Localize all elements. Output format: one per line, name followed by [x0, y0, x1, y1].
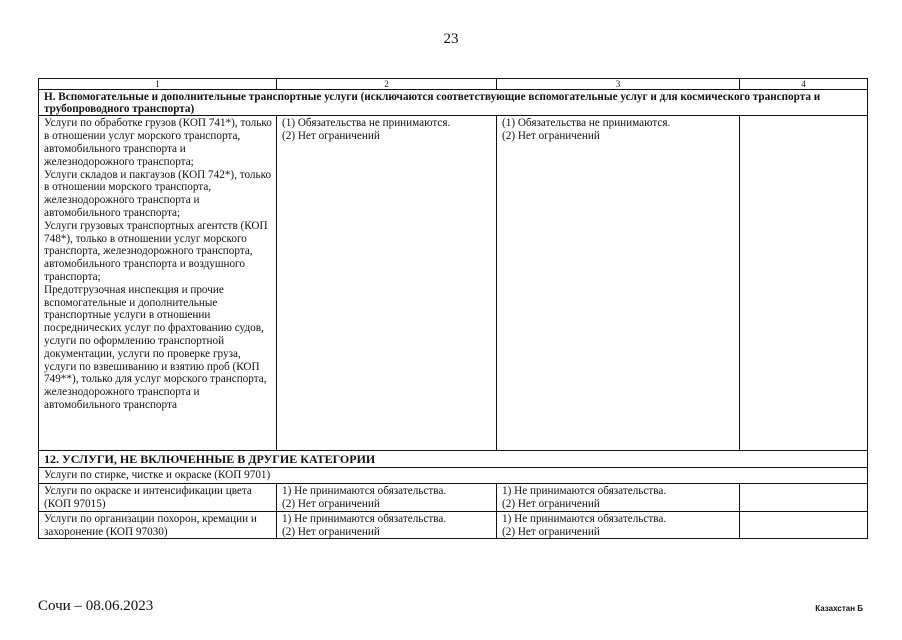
header-col-2: 2 [277, 79, 497, 90]
table-row [39, 116, 868, 451]
section-12-title: 12. УСЛУГИ, НЕ ВКЛЮЧЕННЫЕ В ДРУГИЕ КАТЕГОРИИ [39, 451, 868, 468]
additional-commitments-cell [740, 484, 868, 512]
sector-entry: Услуги складов и пакгаузов (КОП 742*), только в отношении морского транспорта, железнодорожного транспорта и автомобильного транспорта; [44, 168, 272, 219]
page-number: 23 [443, 31, 459, 47]
commitments-table [38, 78, 868, 539]
mode-line: 1) Не принимаются обязательства. [502, 512, 667, 525]
table-row [39, 484, 868, 512]
header-col-4: 4 [740, 79, 868, 90]
subsector-row [39, 468, 868, 484]
sector-cell [39, 116, 277, 451]
mode-line: (1) Обязательства не принимаются. [502, 117, 671, 130]
header-col-3: 3 [497, 79, 740, 90]
market-access-cell [277, 511, 497, 539]
section-h-row [39, 90, 868, 116]
sector-cell: Услуги по окраске и интенсификации цвета (КОП 97015) [39, 484, 277, 512]
national-treatment-cell [497, 511, 740, 539]
sector-cell: Услуги по организации похорон, кремации и захоронение (КОП 97030) [39, 511, 277, 539]
header-row [39, 79, 868, 90]
national-treatment-cell [497, 116, 740, 451]
mode-line: (1) Обязательства не принимаются. [282, 117, 451, 130]
table-row [39, 511, 868, 539]
subsector-title: Услуги по стирке, чистке и окраске (КОП 9701) [39, 468, 868, 484]
market-access-cell [277, 116, 497, 451]
header-col-1: 1 [39, 79, 277, 90]
footer-country-label: Казахстан Б [815, 604, 863, 613]
mode-line: (2) Нет ограничений [282, 525, 380, 538]
sector-entry: Услуги грузовых транспортных агентств (КОП 748*), только в отношении услуг морского транспорта, железнодорожного транспорта, автомобильного транспорта и воздушного транспорта; [44, 219, 268, 283]
market-access-cell [277, 484, 497, 512]
mode-line: (2) Нет ограничений [502, 130, 600, 143]
footer-place-date: Сочи – 08.06.2023 [38, 598, 154, 614]
section-h-title: H. Вспомогательные и дополнительные транспортные услуги (исключаются соответствующие вспомогательные услуг и для космического транспорта и трубопроводного транспорта) [39, 90, 868, 116]
mode-line: (2) Нет ограничений [502, 498, 600, 510]
mode-line: 1) Не принимаются обязательства. [282, 512, 447, 525]
mode-line: (2) Нет ограничений [282, 498, 380, 510]
mode-line: (2) Нет ограничений [502, 525, 600, 538]
national-treatment-cell [497, 484, 740, 512]
section-12-row [39, 451, 868, 468]
additional-commitments-cell [740, 116, 868, 451]
mode-line: 1) Не принимаются обязательства. [502, 485, 667, 498]
additional-commitments-cell [740, 511, 868, 539]
sector-entry: Услуги по обработке грузов (КОП 741*), только в отношении услуг морского транспорта, автомобильного транспорта и железнодорожного транспорта; [44, 117, 272, 168]
sector-entry: Предотгрузочная инспекция и прочие вспомогательные и дополнительные транспортные услуги в отношении посреднических услуг по фрахтованию судов, услуги по оформлению транспортной документации, услуги по проверке груза, услуги по взвешиванию и взятию проб (КОП 749**), только для услуг морского транспорта, железнодорожного транспорта и автомобильного транспорта [44, 283, 267, 411]
mode-line: 1) Не принимаются обязательства. [282, 485, 447, 498]
mode-line: (2) Нет ограничений [282, 130, 380, 143]
